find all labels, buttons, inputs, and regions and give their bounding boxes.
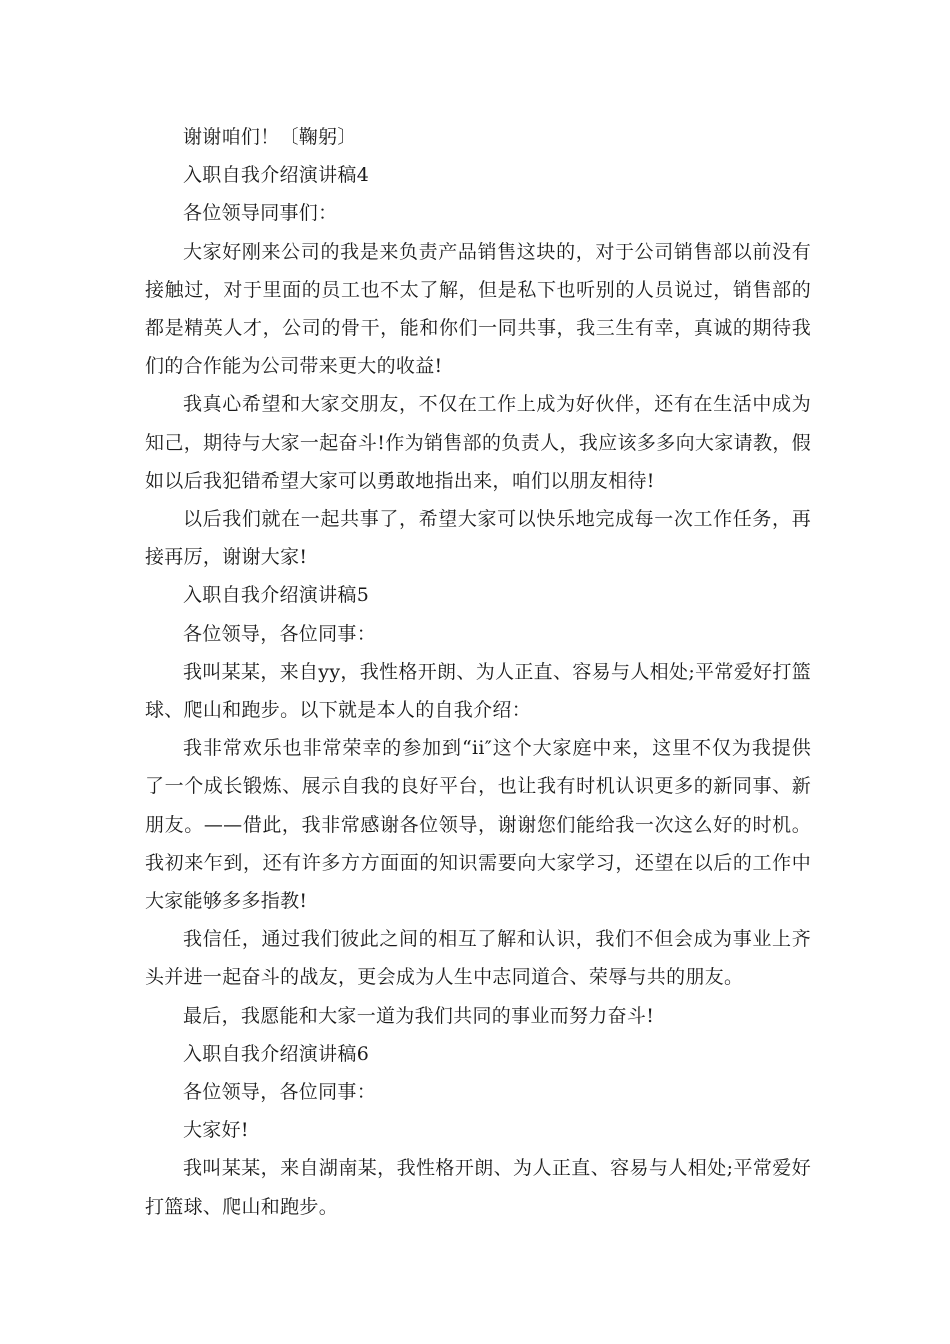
body-paragraph: 我叫某某，来自湖南某，我性格开朗、为人正直、容易与人相处;平常爱好打篮球、爬山和跑步。 [145,1157,811,1218]
body-paragraph: 大家好刚来公司的我是来负责产品销售这块的，对于公司销售部以前没有接触过，对于里面的员工也不太了解，但是私下也听别的人员说过，销售部的都是精英人才，公司的骨干，能和你们一同共事，我三生有幸，真诚的期待我们的合作能为公司带来更大的收益! [145,240,811,378]
section-heading-4: 入职自我介绍演讲稿4 [183,164,370,187]
body-paragraph: 以后我们就在一起共事了，希望大家可以快乐地完成每一次工作任务，再接再厉，谢谢大家! [145,508,811,569]
salutation: 各位领导同事们： [183,202,338,225]
section-heading-6: 入职自我介绍演讲稿6 [183,1042,370,1065]
body-paragraph: 我非常欢乐也非常荣幸的参加到“ii″这个大家庭中来，这里不仅为我提供了一个成长锻炼、展示自我的良好平台，也让我有时机认识更多的新同事、新朋友。——借此，我非常感谢各位领导，谢谢您们能给我一次这么好的时机。我初来乍到，还有许多方方面面的知识需要向大家学习，还望在以后的工作中大家能够多多指教! [145,737,811,913]
body-paragraph: 我真心希望和大家交朋友，不仅在工作上成为好伙伴，还有在生活中成为知己，期待与大家一起奋斗!作为销售部的负责人，我应该多多向大家请教，假如以后我犯错希望大家可以勇敢地指出来，咱们以朋友相待! [145,393,811,492]
salutation: 各位领导，各位同事： [183,1081,377,1104]
closing-line: 谢谢咱们！〔鞠躬〕 [183,126,357,148]
document-body [145,118,811,1226]
body-paragraph: 我叫某某，来自yy，我性格开朗、为人正直、容易与人相处;平常爱好打篮球、爬山和跑步。以下就是本人的自我介绍： [145,660,811,722]
greeting: 大家好! [183,1119,249,1142]
salutation: 各位领导，各位同事： [183,622,377,645]
body-paragraph: 最后，我愿能和大家一道为我们共同的事业而努力奋斗! [183,1004,655,1027]
body-paragraph: 我信任，通过我们彼此之间的相互了解和认识，我们不但会成为事业上齐头并进一起奋斗的战友，更会成为人生中志同道合、荣辱与共的朋友。 [145,928,811,989]
section-heading-5: 入职自我介绍演讲稿5 [183,584,370,607]
